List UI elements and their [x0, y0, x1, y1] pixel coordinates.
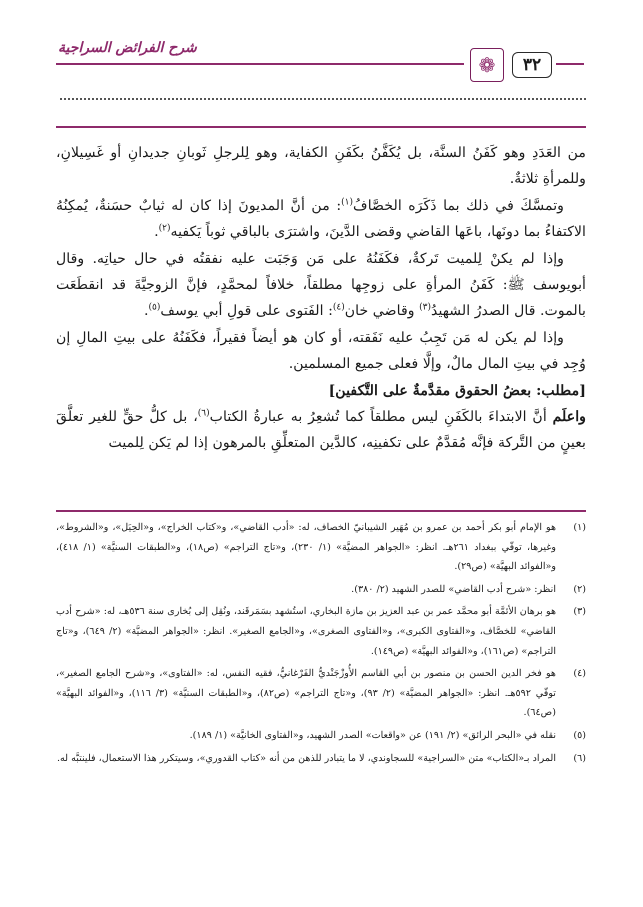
footnote-number: (٦)	[573, 752, 586, 764]
paragraph-5-text-b: ، بل كلُّ حقٍّ للغير تعلَّقَ بعينٍ من التَّركة فإنَّه مُقدَّمٌ على تكفينِه، كالدَّين المتعلِّقِ بالمرهون إذا لم يَكن لِلميت	[56, 409, 586, 452]
paragraph-5-text-a: أنَّ الابتداءَ بالكَفَنِ ليس مطلقاً كما تُشعِرُ به عبارةُ الكتاب	[209, 409, 553, 426]
paragraph-3-text-a: وإذا لم يكنْ لِلميت تَركةٌ، فكَفَنُهُ على مَن وَجَبَت عليه نفقتُه في حال حياتِه. وقال أبويوسف ﷺ: كَفَنُ المرأةِ على زوجِها مطلقاً، خلافاً لمحمَّدٍ، فإنَّ الزوجيَّةَ قد انقطَعَت بالموت. قال الصدرُ الشهيدُ	[56, 250, 586, 320]
footnote-ref-1[interactable]: (١)	[341, 197, 354, 208]
footnote-ref-3[interactable]: (٣)	[419, 302, 431, 313]
paragraph-1	[56, 140, 586, 193]
footnote-4	[56, 664, 586, 723]
footnote-text: نقله في «البحر الرائق» (٢/ ١٩١) عن «واقعات» الصدر الشهيد، و«الفتاوى الخانيَّة» (١/ ١٨٩).	[189, 729, 556, 741]
footnote-1	[56, 518, 586, 577]
running-book-title: شرح الفرائض السراجية	[58, 40, 197, 56]
footnote-separator	[56, 510, 586, 512]
flower-ornament-icon: ❁	[478, 53, 496, 77]
footnote-text: هو برهان الأئمَّة أبو محمَّد عمر بن عبد العزيز بن مازة البخاري، استُشهد بسَمَرقَند، ونُقِل إلى بُخارى سنة ٥٣٦هـ، له: «شرح أدب القاضي» للخصَّاف، و«الفتاوى الكبرى»، و«الفتاوى الصغرى»، و«الجامع الصغير». انظر: «الجواهر المضيَّة» (٢/ ٦٤٩)، و«تاج التراجم» (ص١٦١)، و«الفوائد البهيَّة» (ص١٤٩).	[56, 606, 557, 657]
paragraph-3-text-b: وقاضي خان	[344, 303, 420, 320]
footnote-number: (٥)	[573, 729, 586, 741]
footnote-6	[56, 749, 586, 769]
paragraph-1-text: من العَدَدِ وهو كَفَنُ السنَّة، بل يُكَفَّنُ بكَفَنِ الكفاية، وهو لِلرجلِ ثَوبانِ جديدانِ أو غَسِيلانِ، وللمرأةِ ثلاثةٌ.	[56, 145, 586, 188]
section-rule	[56, 126, 586, 128]
footnote-ref-2[interactable]: (٢)	[158, 223, 171, 234]
paragraph-5-lead: واعلَم	[552, 409, 587, 426]
footnote-number: (٢)	[573, 583, 586, 595]
paragraph-2-text-c: .	[154, 224, 159, 241]
footnotes-section	[56, 518, 586, 771]
footnote-text: انظر: «شرح أدب القاضي» للصدر الشهيد (٢/ ٣٨٠).	[351, 583, 556, 595]
footnote-number: (٤)	[573, 668, 586, 680]
ornament-icon	[470, 48, 504, 82]
paragraph-4-text: وإذا لم يكن له مَن تَجِبُ عليه نَفَقته، أو كان هو أيضاً فقيراً، فكَفَنُهُ على بيتِ المالِ إن وُجِد في بيتِ المال مالٌ، وإلَّا فعلى جميع المسلمين.	[56, 329, 586, 373]
paragraph-3	[56, 246, 586, 325]
paragraph-5	[56, 404, 586, 457]
footnote-3	[56, 602, 586, 661]
footnote-ref-5[interactable]: (٥)	[148, 302, 161, 313]
paragraph-2	[56, 193, 586, 246]
paragraph-4	[56, 325, 586, 378]
page-number: ٣٢	[512, 52, 552, 78]
paragraph-2-text-b: : من أنَّ المديونَ إذا كان له ثيابٌ حسَنةٌ، يُمكِنُهُ الاكتفاءُ بما دونَها، باعَها القاضي وقضى الدَّينَ، واشترَى بالباقي ثوباً يَكفيه	[56, 197, 586, 241]
main-text	[56, 140, 586, 457]
footnote-number: (١)	[573, 522, 586, 533]
footnote-ref-4[interactable]: (٤)	[332, 302, 345, 313]
header-rule-right	[556, 63, 584, 65]
footnote-text: هو الإمام أبو بكر أحمد بن عمرو بن مُهَير الشيبانيّ الخصاف، له: «أدب القاضي»، و«كتاب الخراج»، و«الحِيَل»، و«الشروط»، وغيرها، توفّي ببغداد ٢٦١هـ. انظر: «الجواهر المضيَّة» (١/ ٢٣٠)، و«تاج التراجم» (ص١٨)، و«الطبقات السنيَّة» (١/ ٤١٨)، و«الفوائد البهيَّة» (ص٢٩).	[56, 522, 556, 573]
footnote-ref-6[interactable]: (٦)	[197, 408, 210, 419]
page-header	[0, 40, 643, 80]
paragraph-2-text-a: وتمسَّكَ في ذلك بما ذَكَرَه الخصَّافُ	[353, 197, 564, 214]
footnote-number: (٣)	[573, 606, 586, 618]
footnote-text: هو فخر الدين الحسن بن منصور بن أبي القاسم الأُوزْجَنْديُّ الفَرْغانيُّ، فقيه النفس، له: «الفتاوى»، و«شرح الجامع الصغير»، توفّي ٥٩٢هـ. انظر: «الجواهر المضيَّة» (٢/ ٩٣)، و«تاج التراجم» (ص٨٢)، و«الطبقات السنيَّة» (٣/ ١١٦)، و«الفوائد البهيَّة» (ص٦٤).	[56, 668, 556, 719]
paragraph-3-text-c: : الفَتوى على قولِ أبي يوسف	[160, 303, 333, 320]
header-rule-left	[56, 63, 464, 65]
paragraph-3-text-d: .	[144, 303, 149, 320]
dotted-separator	[60, 98, 586, 100]
footnote-2	[56, 580, 586, 600]
section-heading: [مطلب: بعضُ الحقوق مقدَّمةٌ على التَّكفين]	[328, 382, 586, 399]
footnote-5	[56, 726, 586, 746]
footnote-text: المراد بـ«الكتاب» متن «السراجية» للسجاوندي، لا ما يتبادر للذهن من أنه «كتاب القدوري»، وسيتكرر هذا الاستعمال، فلينتبَّه له.	[56, 752, 556, 764]
